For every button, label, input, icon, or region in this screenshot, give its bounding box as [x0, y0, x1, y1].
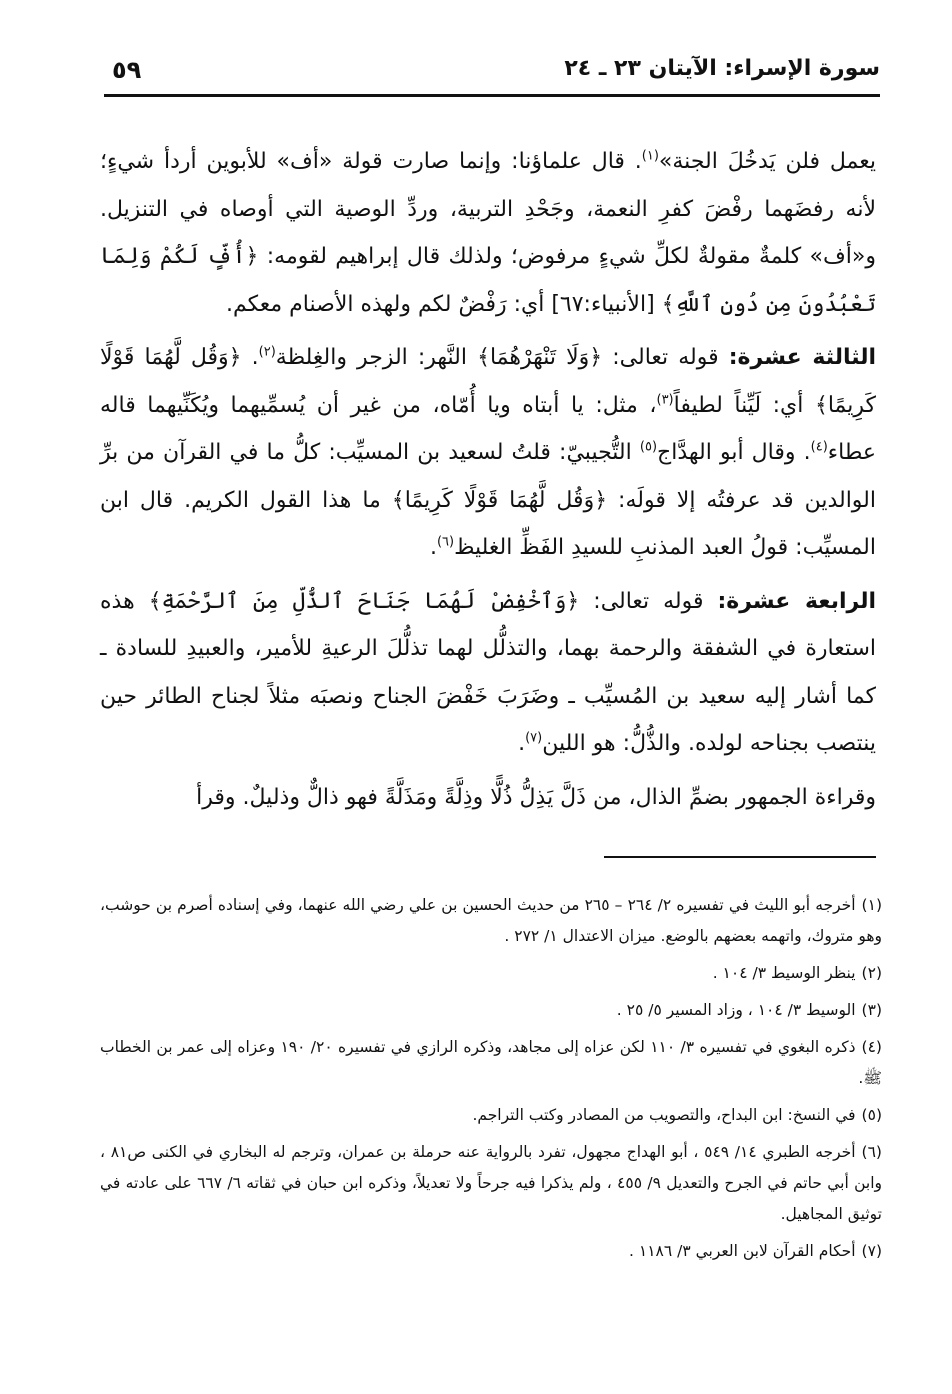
text-run: . — [241, 345, 259, 370]
text-run: ما هذا القول الكريم. قال ابن المسيِّب: قولُ العبد المذنبِ للسيدِ الفَظِّ الغليظ — [100, 487, 876, 560]
footnote-ref[interactable]: (٤) — [810, 439, 828, 455]
footnote-ref[interactable]: (٧) — [525, 730, 543, 746]
quran-verse: ﴿وَلَا تَنْهَرْهُمَا﴾ — [477, 345, 603, 370]
footnote-number: (٤) — [861, 1038, 882, 1056]
footnote — [100, 1236, 882, 1267]
text-run: هذه استعارة في الشفقة والرحمة بهما، والتذلُّل لهما تذلُّلَ الرعيةِ للأمير، والعبيدِ للسادة ـ كما أشار إليه سعيد بن المُسيِّب ـ وضَرَبَ خَفْضَ الجناح ونصبَه مثلاً لجناح الطائر حين ينتصب بجناحه لولده. والذُّلُّ: هو اللين — [100, 588, 876, 756]
running-header-title: سورة الإسراء: الآيتان ٢٣ ـ ٢٤ — [564, 56, 880, 81]
main-text — [100, 138, 876, 821]
quran-verse: ﴿وَٱخْفِضْ لَهُمَا جَنَاحَ ٱلذُّلِّ مِنَ ٱلرَّحْمَةِ﴾ — [148, 588, 580, 614]
footnote-ref[interactable]: (٦) — [436, 534, 455, 550]
paragraph-2 — [100, 334, 876, 572]
text-run: أي: لَيِّناً لطيفاً — [673, 392, 815, 418]
text-run: ، مثل: يا أبتاه ويا أُمّاه، من غير أن يُسمِّيهما ويُكَنِّيهما قاله عطاء — [100, 392, 876, 465]
footnote — [100, 1032, 882, 1094]
footnote-ref[interactable]: (٢) — [258, 344, 276, 360]
paragraph-4 — [100, 774, 876, 822]
footnote — [100, 958, 882, 989]
footnote-ref[interactable]: (٣) — [656, 392, 674, 408]
text-run: . — [429, 535, 437, 560]
footnote-text: أخرجه الطبري ١٤/ ٥٤٩ ، أبو الهداج مجهول، تفرد بالرواية عنه حرملة بن عمران، وترجم له البخاري في الكنى ص٨١ ، وابن أبي حاتم في الجرح والتعديل ٩/ ٤٥٥ ، ولم يذكرا فيه جرحاً ولا تعديلاً، وذكره ابن حبان في ثقاته ٦/ ٦٦٧ على عادته في توثيق المجاهيل. — [100, 1143, 882, 1223]
text-run: التُّجيبيّ: قلتُ لسعيد بن المسيِّب: كلُّ ما في القرآن من برِّ الوالدين قد عرفتُه إلا قولَه: — [100, 440, 876, 513]
footnote — [100, 1137, 882, 1230]
text-run: يعمل فلن يَدخُلَ الجنة» — [658, 149, 876, 174]
page-number: ٥٩ — [112, 56, 142, 84]
running-header — [104, 56, 880, 96]
quran-verse: ﴿أُفٍّ لَكُمْ وَلِمَا تَعْبُدُونَ مِن دُونِ ٱللَّهِ﴾ — [100, 244, 876, 317]
section-lead: الرابعة عشرة: — [717, 588, 877, 614]
footnote-text: أحكام القرآن لابن العربي ٣/ ١١٨٦ . — [629, 1242, 856, 1260]
footnotes — [100, 890, 882, 1273]
footnote-text: ذكره البغوي في تفسيره ٣/ ١١٠ لكن عزاه إلى مجاهد، وذكره الرازي في تفسيره ٢٠/ ١٩٠ وعزاه إلى عمر بن الخطاب ﷺ. — [100, 1038, 882, 1087]
footnote — [100, 995, 882, 1026]
text-run: [الأنبياء:٦٧] أي: رَفْضٌ لكم ولهذه الأصنام معكم. — [226, 291, 662, 317]
footnote-number: (٣) — [861, 1001, 882, 1019]
footnote-text: أخرجه أبو الليث في تفسيره ٢/ ٢٦٤ – ٢٦٥ من حديث الحسين بن علي رضي الله عنهما، وفي إسناده أصرم بن حوشب، وهو متروك، واتهمه بعضهم بالوضع. ميزان الاعتدال ١/ ٢٧٢ . — [100, 896, 882, 945]
footnote-number: (٧) — [861, 1242, 882, 1260]
quran-verse: ﴿وَقُل لَّهُمَا قَوْلًا كَرِيمًا﴾ — [391, 487, 608, 513]
footnote — [100, 1100, 882, 1131]
footnote-ref[interactable]: (١) — [641, 148, 659, 164]
text-run: . وقال أبو الهدَّاج — [657, 440, 811, 465]
text-run: النَّهر: الزجر والغِلظة — [275, 345, 478, 370]
text-run: قوله تعالى: — [579, 588, 718, 614]
paragraph-1 — [100, 138, 876, 328]
text-run: . قال علماؤنا: وإنما صارت قولة «أف» للأبوين أردأ شيءٍ؛ لأنه رفضَهما رفْضَ كفرِ النعمة، وجَحْدِ التربية، وردِّ الوصية التي أوصاه في التنزيل. و«أف» كلمةٌ مقولةٌ لكلِّ شيءٍ مرفوض؛ ولذلك قال إبراهيم لقومه: — [100, 149, 876, 269]
footnote-number: (٦) — [861, 1143, 882, 1161]
footnote-number: (١) — [861, 896, 882, 914]
footnote-text: في النسخ: ابن البداح، والتصويب من المصادر وكتب التراجم. — [472, 1106, 856, 1124]
footnote-separator — [604, 856, 876, 858]
header-rule — [104, 94, 880, 97]
paragraph-3 — [100, 578, 876, 768]
quran-verse: ﴿وَقُل لَّهُمَا قَوْلًا كَرِيمًا﴾ — [100, 345, 876, 418]
footnote-text: الوسيط ٣/ ١٠٤ ، وزاد المسير ٥/ ٢٥ . — [616, 1001, 856, 1019]
text-run: . — [518, 731, 526, 756]
footnote-ref[interactable]: (٥) — [639, 439, 658, 455]
footnote-number: (٥) — [861, 1106, 882, 1124]
footnote — [100, 890, 882, 952]
section-lead: الثالثة عشرة: — [728, 345, 876, 370]
footnote-number: (٢) — [861, 964, 882, 982]
footnote-text: ينظر الوسيط ٣/ ١٠٤ . — [712, 964, 856, 982]
text-run: قوله تعالى: — [602, 345, 729, 370]
text-run: وقراءة الجمهور بضمِّ الذال، من ذَلَّ يَذِلُّ ذُلًّا وذِلَّةً ومَذَلَّةً فهو ذالٌّ وذليلٌ. وقرأ — [196, 784, 876, 810]
